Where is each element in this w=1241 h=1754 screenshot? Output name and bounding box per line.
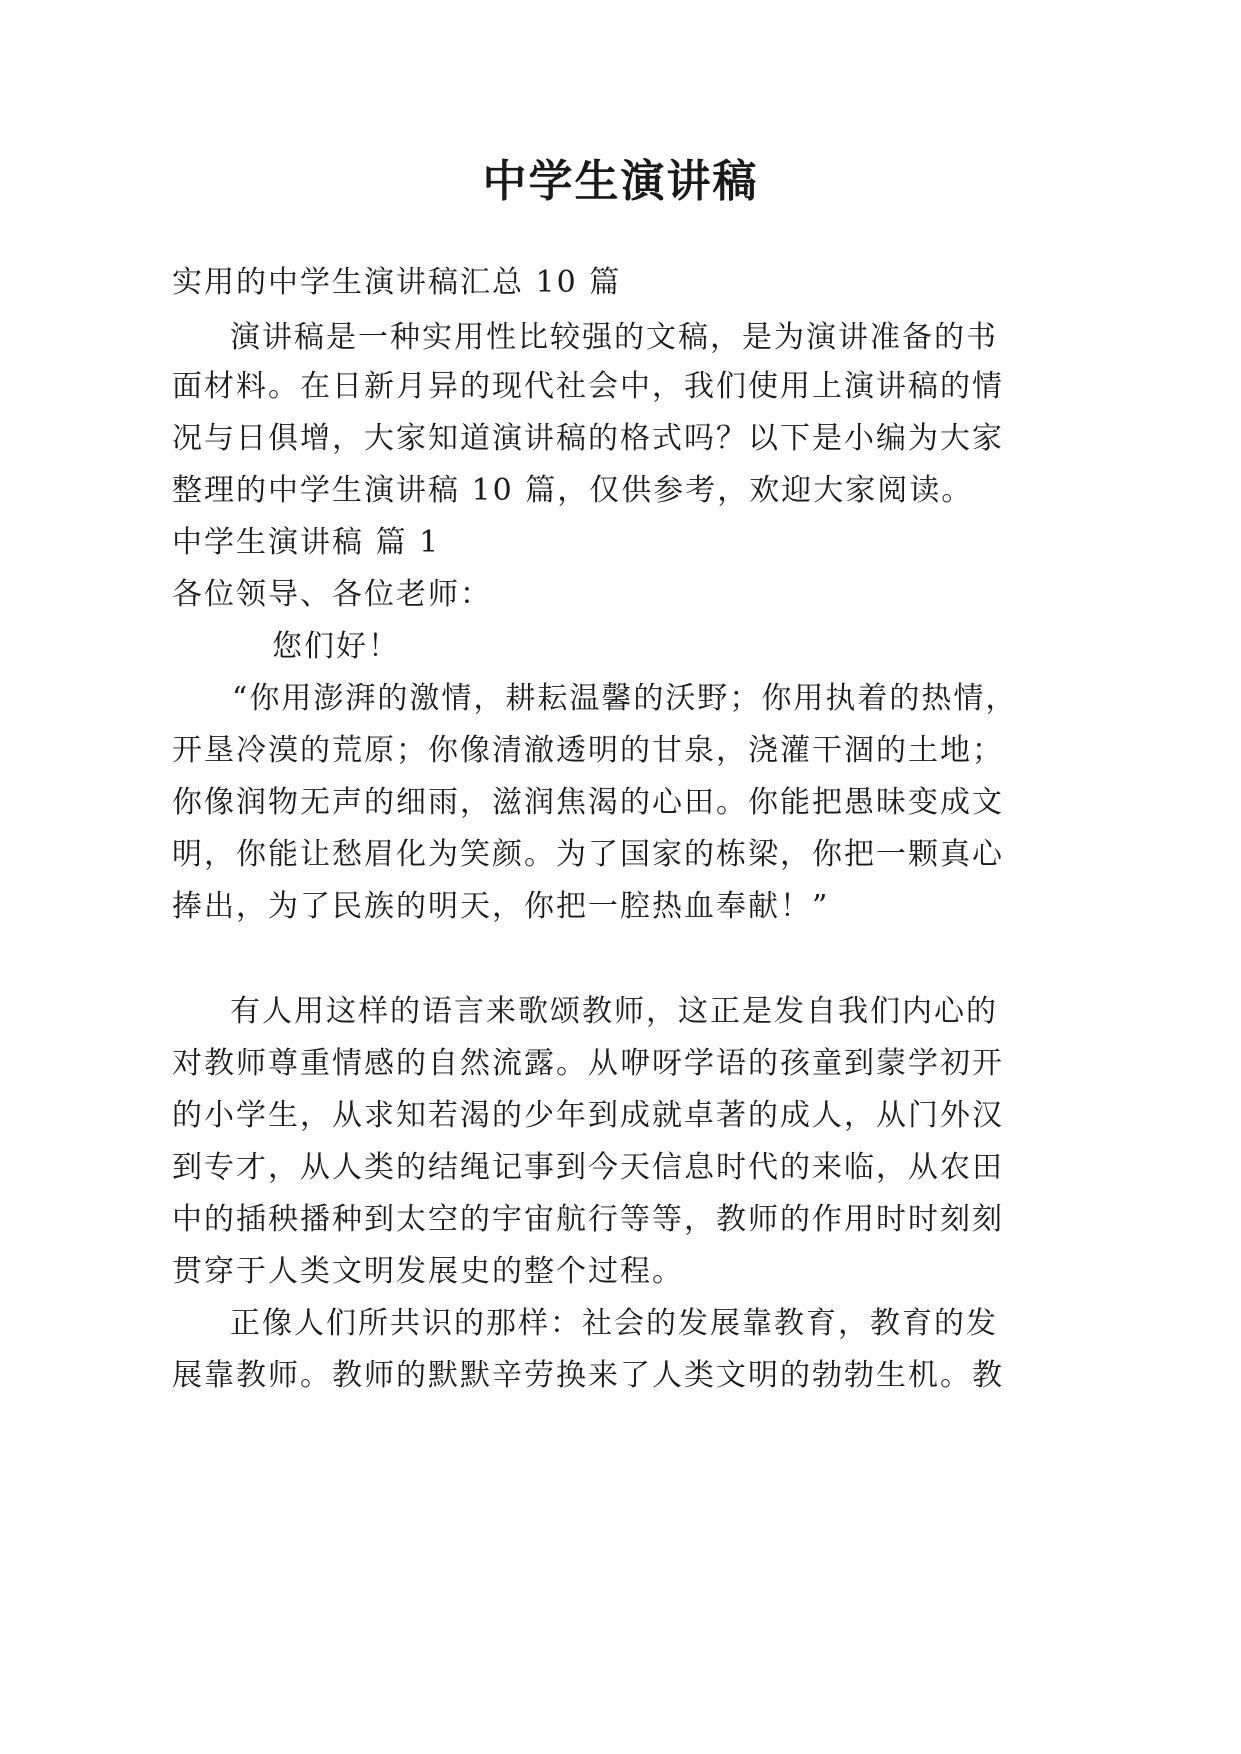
quote-line: 捧出，为了民族的明天，你把一腔热血奉献！” <box>172 889 830 924</box>
page-title: 中学生演讲稿 <box>482 156 759 207</box>
intro-line: 况与日俱增，大家知道演讲稿的格式吗？以下是小编为大家 <box>172 421 1004 456</box>
paragraph-line: 的小学生，从求知若渴的少年到成就卓著的成人，从门外汉 <box>172 1098 1004 1133</box>
paragraph-line: 展靠教师。教师的默默辛劳换来了人类文明的勃勃生机。教 <box>172 1358 1004 1393</box>
greeting: 您们好！ <box>272 629 400 664</box>
quote-line: 开垦冷漠的荒原；你像清澈透明的甘泉，浇灌干涸的土地； <box>172 733 1004 768</box>
section-heading: 中学生演讲稿 篇 1 <box>172 525 441 560</box>
salutation: 各位领导、各位老师： <box>172 577 492 612</box>
paragraph-line: 贯穿于人类文明发展史的整个过程。 <box>172 1254 684 1289</box>
paragraph-line: 中的插秧播种到太空的宇宙航行等等，教师的作用时时刻刻 <box>172 1202 1004 1237</box>
quote-line: “你用澎湃的激情，耕耘温馨的沃野；你用执着的热情， <box>232 681 1018 716</box>
paragraph-line: 到专才，从人类的结绳记事到今天信息时代的来临，从农田 <box>172 1150 1004 1185</box>
quote-line: 明，你能让愁眉化为笑颜。为了国家的栋梁，你把一颗真心 <box>172 837 1004 872</box>
intro-line: 整理的中学生演讲稿 10 篇，仅供参考，欢迎大家阅读。 <box>172 473 974 508</box>
intro-line: 面材料。在日新月异的现代社会中，我们使用上演讲稿的情 <box>172 369 1004 404</box>
intro-line: 演讲稿是一种实用性比较强的文稿，是为演讲准备的书 <box>230 320 998 355</box>
subtitle: 实用的中学生演讲稿汇总 10 篇 <box>172 265 622 300</box>
paragraph-line: 有人用这样的语言来歌颂教师，这正是发自我们内心的 <box>230 994 998 1029</box>
quote-line: 你像润物无声的细雨，滋润焦渴的心田。你能把愚昧变成文 <box>172 785 1004 820</box>
paragraph-line: 正像人们所共识的那样：社会的发展靠教育，教育的发 <box>230 1306 998 1341</box>
paragraph-line: 对教师尊重情感的自然流露。从咿呀学语的孩童到蒙学初开 <box>172 1046 1004 1081</box>
